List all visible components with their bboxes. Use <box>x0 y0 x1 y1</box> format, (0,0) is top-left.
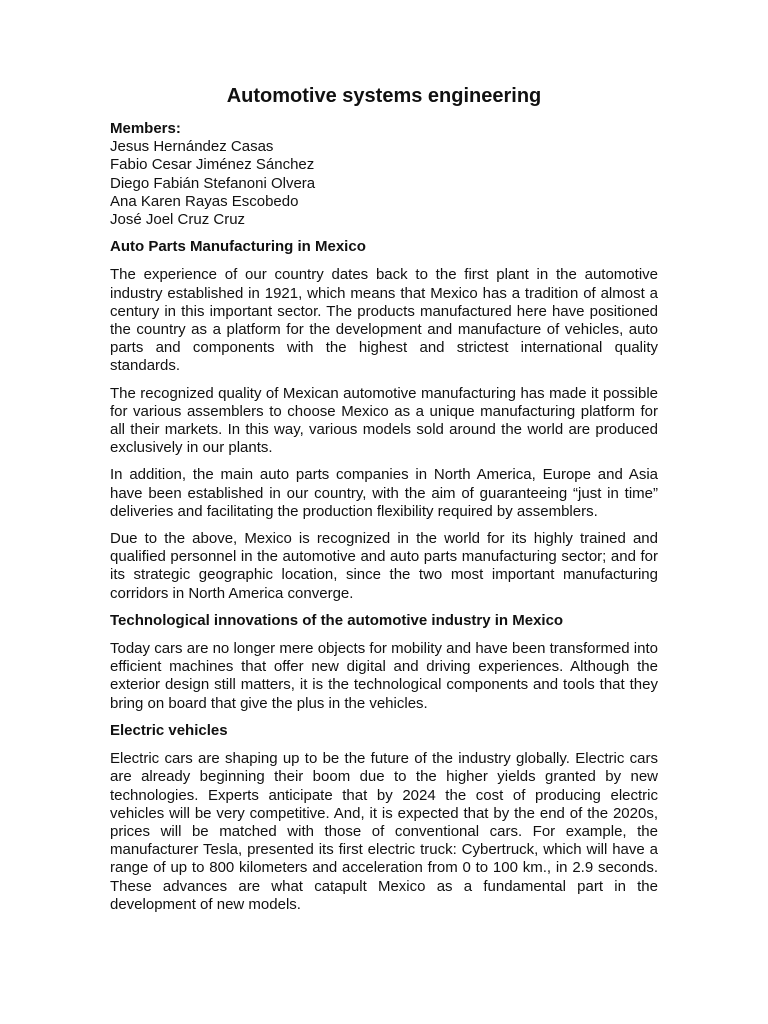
member-name: Diego Fabián Stefanoni Olvera <box>110 174 316 192</box>
section-heading: Technological innovations of the automotive industry in Mexico <box>110 611 564 629</box>
section-technological-innovations <box>110 612 658 713</box>
section-heading: Electric vehicles <box>110 721 228 739</box>
paragraph: The recognized quality of Mexican automotive manufacturing has made it possible for various assemblers to choose Mexico as a unique manufacturing platform for all their markets. In this way, various models sold around the world are produced exclusively in our plants. <box>110 384 658 457</box>
paragraph: Due to the above, Mexico is recognized in the world for its highly trained and qualified personnel in the automotive and auto parts manufacturing sector; and for its strategic geographic location, since the two most important manufacturing corridors in North America converge. <box>110 530 658 602</box>
document-title: Automotive systems engineering <box>226 85 542 107</box>
member-name: Fabio Cesar Jiménez Sánchez <box>110 156 315 174</box>
members-block <box>110 120 658 229</box>
member-name: José Joel Cruz Cruz <box>110 211 246 229</box>
members-list <box>110 138 658 229</box>
paragraph: In addition, the main auto parts companies in North America, Europe and Asia have been established in our country, with the aim of guaranteeing “just in time” deliveries and facilitating the production flexibility required by assemblers. <box>110 466 658 520</box>
member-name: Ana Karen Rayas Escobedo <box>110 192 299 210</box>
section-heading: Auto Parts Manufacturing in Mexico <box>110 238 366 256</box>
members-heading: Members: <box>110 120 181 137</box>
section-electric-vehicles <box>110 722 658 914</box>
document-page <box>110 84 658 923</box>
member-name: Jesus Hernández Casas <box>110 138 274 156</box>
paragraph: Electric cars are shaping up to be the future of the industry globally. Electric cars are already beginning their boom due to the higher yields granted by new technologies. Experts anticipate that by 2024 the cost of producing electric vehicles will be very competitive. And, it is expected that by the end of the 2020s, prices will be matched with those of conventional cars. For example, the manufacturer Tesla, presented its first electric truck: Cybertruck, which will have a range of up to 800 kilometers and acceleration from 0 to 100 km., in 2.9 seconds. These advances are what catapult Mexico as a fundamental part in the development of new models. <box>110 750 658 913</box>
paragraph: Today cars are no longer mere objects for mobility and have been transformed into efficient machines that offer new digital and driving experiences. Although the exterior design still matters, it is the technological components and tools that they bring on board that give the plus in the vehicles. <box>110 640 658 712</box>
section-auto-parts <box>110 238 658 603</box>
paragraph: The experience of our country dates back to the first plant in the automotive industry established in 1921, which means that Mexico has a tradition of almost a century in this important sector. The products manufactured here have positioned the country as a platform for the development and manufacture of vehicles, auto parts and components with the highest and strictest international quality standards. <box>110 266 658 375</box>
